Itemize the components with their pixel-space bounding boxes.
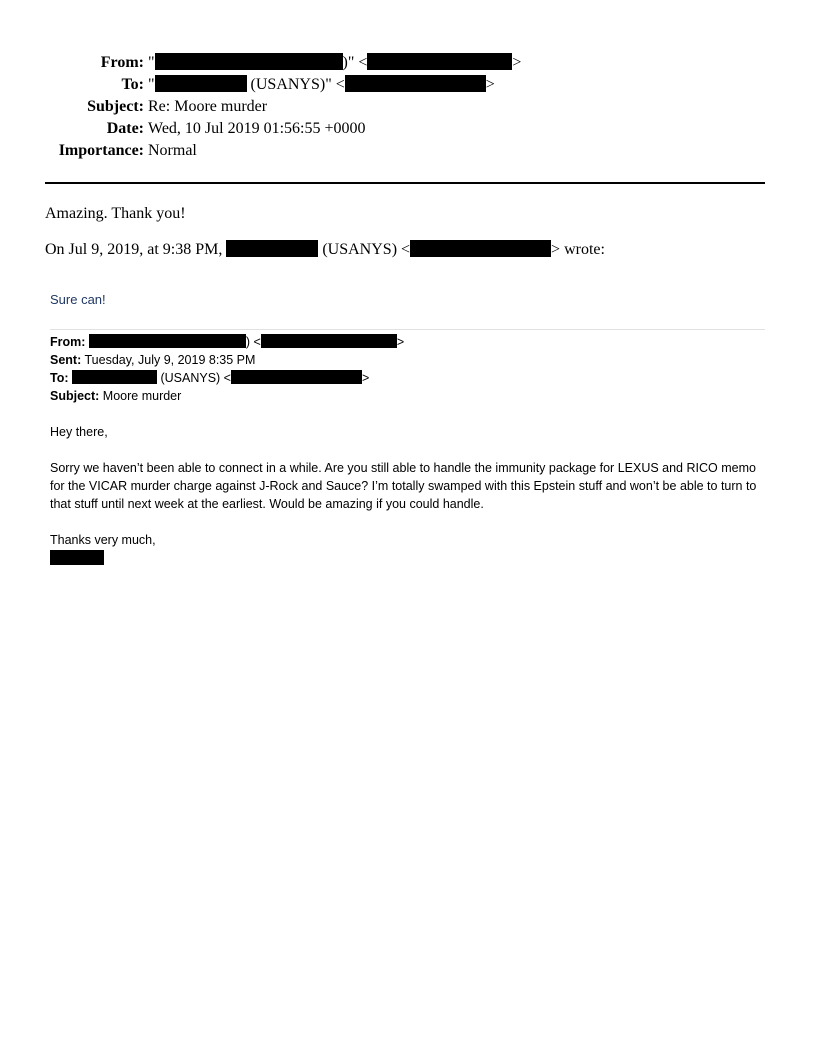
redaction-box <box>155 75 247 92</box>
original-sent-row <box>50 351 404 369</box>
original-subject-value: Moore murder <box>102 389 182 403</box>
date-value: Wed, 10 Jul 2019 01:56:55 +0000 <box>148 120 366 137</box>
subject-value: Re: Moore murder <box>148 98 268 115</box>
original-subject-row <box>50 387 404 405</box>
from-quote: " <box>148 54 155 71</box>
original-from-label: From: <box>50 335 86 349</box>
subject-label: Subject: <box>87 98 144 115</box>
original-message-header <box>50 333 404 405</box>
original-sent-label: Sent: <box>50 353 82 367</box>
quote-attribution <box>45 240 605 260</box>
redaction-box <box>261 334 397 348</box>
signature-redaction <box>50 550 104 565</box>
redaction-box <box>345 75 486 92</box>
importance-label: Importance: <box>58 142 144 159</box>
original-to-close: > <box>361 371 370 385</box>
date-label: Date: <box>106 120 144 137</box>
from-separator: )" < <box>342 54 368 71</box>
original-subject-label: Subject: <box>50 389 100 403</box>
to-quote: " <box>148 76 155 93</box>
reply-text: Amazing. Thank you! <box>45 205 186 222</box>
greeting: Hey there, <box>50 425 108 439</box>
from-value <box>148 52 521 74</box>
original-to-label: To: <box>50 371 69 385</box>
original-sent-value: Tuesday, July 9, 2019 8:35 PM <box>84 353 256 367</box>
attribution-mid: (USANYS) < <box>318 241 411 258</box>
original-from-separator: ) < <box>245 335 261 349</box>
date-row <box>0 118 816 140</box>
email-header <box>0 52 816 162</box>
quoted-reply-text: Sure can! <box>50 292 106 307</box>
to-separator: (USANYS)" < <box>246 76 345 93</box>
closing: Thanks very much, <box>50 533 156 547</box>
importance-row <box>0 140 816 162</box>
quoted-divider <box>50 329 765 330</box>
subject-row <box>0 96 816 118</box>
original-to-row <box>50 369 404 387</box>
redaction-box <box>72 370 157 384</box>
redaction-box <box>226 240 318 257</box>
original-message-body <box>50 423 772 565</box>
original-to-separator: (USANYS) < <box>157 371 231 385</box>
redaction-box <box>367 53 512 70</box>
from-row <box>0 52 816 74</box>
body-paragraph: Sorry we haven’t been able to connect in a while. Are you still able to handle the immunity package for LEXUS and RICO memo for the VICAR murder charge against J-Rock and Sauce? I’m totally swamped with this Epstein stuff and won’t be able to turn to that stuff until next week at the earliest. Would be amazing if you could handle. <box>50 461 757 511</box>
attribution-suffix: > wrote: <box>551 241 605 258</box>
redaction-box <box>155 53 343 70</box>
attribution-prefix: On Jul 9, 2019, at 9:38 PM, <box>45 241 227 258</box>
header-divider <box>45 182 765 184</box>
original-from-close: > <box>396 335 405 349</box>
redaction-box <box>89 334 246 348</box>
redaction-box <box>410 240 551 257</box>
original-from-row <box>50 333 404 351</box>
to-close: > <box>485 76 495 93</box>
redaction-box <box>231 370 362 384</box>
to-row <box>0 74 816 96</box>
from-label: From: <box>100 54 144 71</box>
from-close: > <box>512 54 522 71</box>
importance-value: Normal <box>148 142 197 159</box>
to-label: To: <box>121 76 144 93</box>
to-value <box>148 74 495 96</box>
